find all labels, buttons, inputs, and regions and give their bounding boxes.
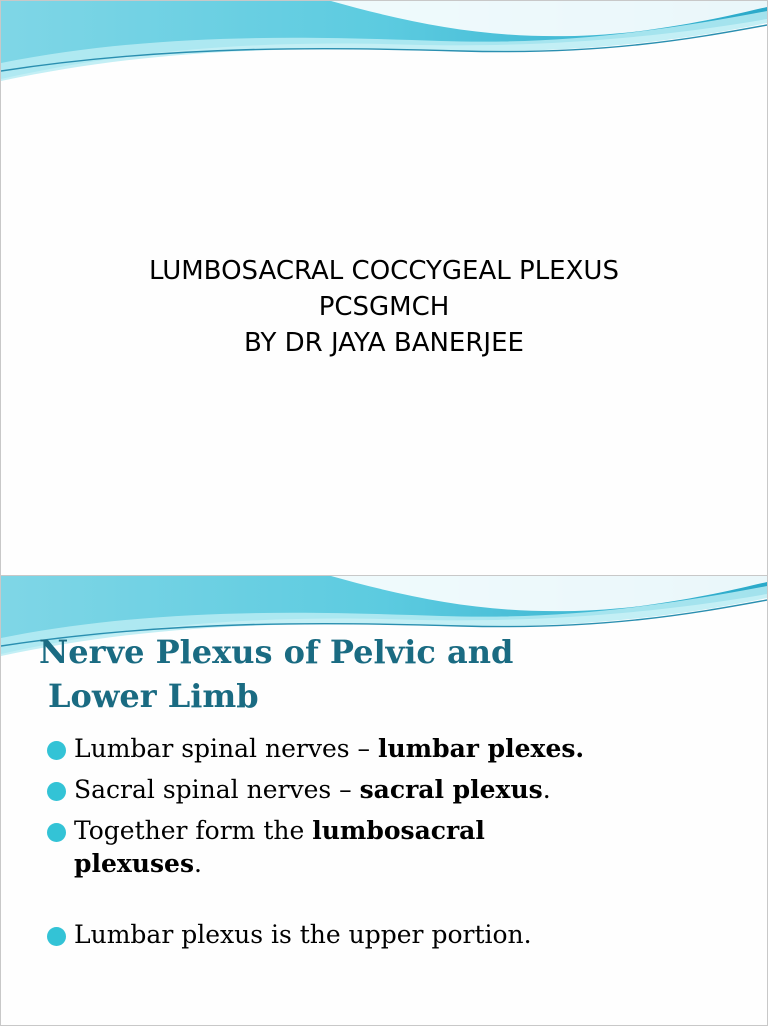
bullet-item xyxy=(47,918,607,951)
bullet-text: Sacral spinal nerves – xyxy=(74,775,360,804)
bullet-text: Lumbar spinal nerves – xyxy=(74,734,378,763)
bullet-bold-text: sacral plexus xyxy=(359,775,543,804)
bullet-text: Together form the xyxy=(74,816,313,845)
title-line-1: LUMBOSACRAL COCCYGEAL PLEXUS xyxy=(149,256,619,286)
slide-title xyxy=(39,630,559,718)
bullet-text: Lumbar plexus is the upper portion. xyxy=(74,920,532,949)
title-line-2: PCSGMCH xyxy=(318,292,450,322)
bullet-tail: . xyxy=(194,849,202,878)
bullet-dot-icon xyxy=(47,927,66,946)
bullet-list xyxy=(47,732,607,959)
bullet-dot-icon xyxy=(47,823,66,842)
title-line-3: BY DR JAYA BANERJEE xyxy=(244,328,524,358)
bullet-bold-text: lumbosacral plexuses xyxy=(74,816,485,878)
bullet-dot-icon xyxy=(47,741,66,760)
title-text-block xyxy=(1,253,767,361)
slide-title-line-2: Lower Limb xyxy=(48,677,259,715)
bullet-dot-icon xyxy=(47,782,66,801)
bullet-item xyxy=(47,814,607,880)
slide-title-line-1: Nerve Plexus of Pelvic and xyxy=(39,633,514,671)
wave-banner xyxy=(1,1,767,91)
content-slide xyxy=(0,575,768,1026)
bullet-item xyxy=(47,732,607,765)
bullet-item xyxy=(47,773,607,806)
bullet-tail: . xyxy=(542,775,551,804)
bullet-bold-text: lumbar plexes. xyxy=(377,734,585,763)
